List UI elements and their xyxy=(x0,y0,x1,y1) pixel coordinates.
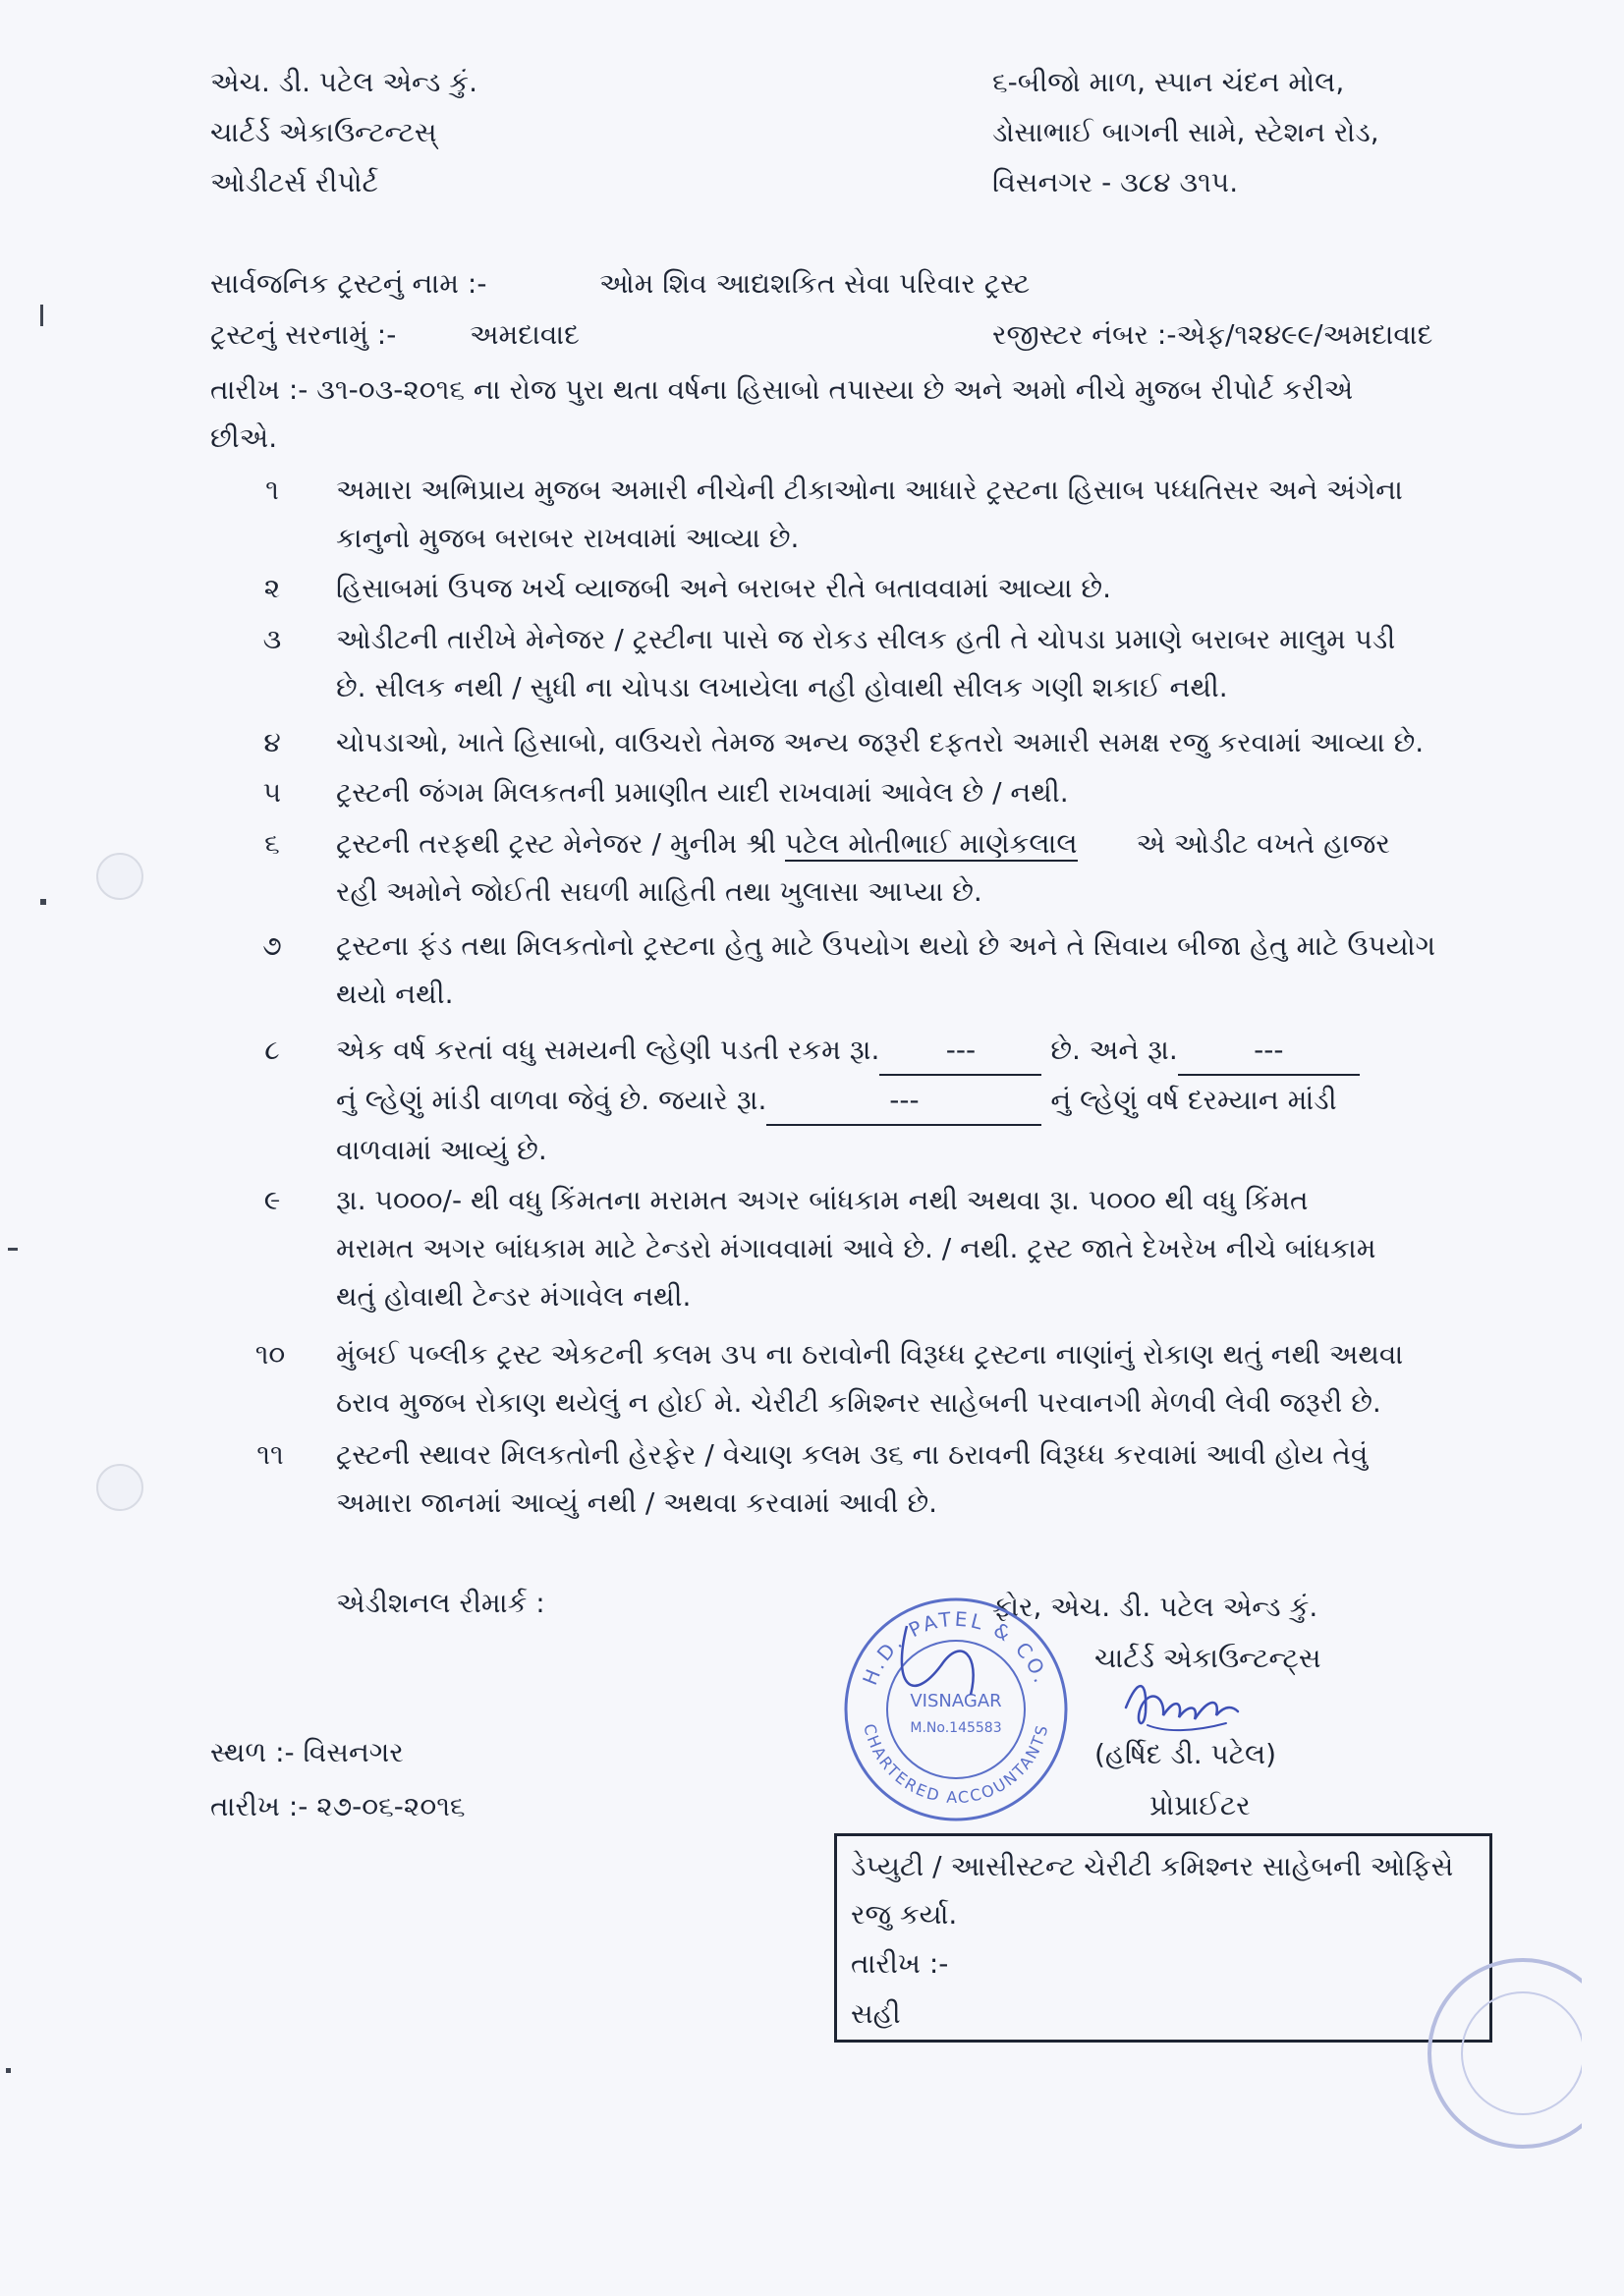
amount-blank: --- xyxy=(879,1026,1041,1076)
item-8-text-d: નું લ્હેણું વર્ષ દરમ્યાન માંડી xyxy=(1050,1084,1337,1116)
item-line: મુંબઈ પબ્લીક ટ્રસ્ટ એકટની કલમ ૩૫ ના ઠરાવોની વિરૂધ્ધ ટ્રસ્ટના નાણાંનું રોકાણ થતું નથી અથવા xyxy=(336,1338,1404,1371)
office-box-line-1: ડેપ્યુટી / આસીસ્ટન્ટ ચેરીટી કમિશ્નર સાહેબની ઓફિસે xyxy=(851,1850,1454,1882)
firm-name: એચ. ડી. પટેલ એન્ડ કું. xyxy=(210,66,477,98)
item-line: કાનુનો મુજબ બરાબર રાખવામાં આવ્યા છે. xyxy=(336,522,800,554)
firm-address-line-1: ૬-બીજો માળ, સ્પાન ચંદન મોલ, xyxy=(992,66,1345,98)
firm-address-line-2: ડોસાભાઈ બાગની સામે, સ્ટેશન રોડ, xyxy=(992,116,1379,148)
item-1-text xyxy=(336,466,1403,562)
signature-name: (હર્ષિદ ડી. પટેલ) xyxy=(1094,1738,1277,1770)
stamp-city: VISNAGAR xyxy=(910,1691,1002,1711)
item-line xyxy=(336,819,1390,868)
punch-hole-bottom xyxy=(96,1464,143,1511)
intro-paragraph xyxy=(210,365,1353,462)
item-line: થતું હોવાથી ટેન્ડર મંગાવેલ નથી. xyxy=(336,1280,692,1313)
item-number: ૯ xyxy=(263,1184,281,1216)
item-number: ૮ xyxy=(264,1034,280,1066)
item-line: ઓડીટની તારીખે મેનેજર / ટ્રસ્ટીના પાસે જ રોકડ સીલક હતી તે ચોપડા પ્રમાણે બરાબર માલુમ પડી xyxy=(336,623,1396,655)
office-box-line-4: સહી xyxy=(851,1997,901,2030)
item-line: વાળવામાં આવ્યું છે. xyxy=(336,1134,547,1166)
item-number: ૬ xyxy=(264,827,280,860)
firm-address-line-3: વિસનગર - ૩૮૪ ૩૧૫. xyxy=(992,166,1239,198)
item-2-text xyxy=(336,564,1111,612)
item-4-text xyxy=(336,718,1424,766)
item-number: ૫ xyxy=(262,776,282,809)
edge-mark xyxy=(8,1248,18,1251)
item-line xyxy=(336,1076,1360,1126)
stamp-top-text: H.D. PATEL & CO. xyxy=(858,1606,1054,1689)
item-number: ૩ xyxy=(262,623,282,655)
item-number: ૧૧ xyxy=(256,1438,284,1471)
item-line: અમારા જાનમાં આવ્યું નથી / અથવા કરવામાં આવી છે. xyxy=(336,1486,937,1519)
amount-blank: --- xyxy=(1178,1026,1360,1076)
item-number: ૨ xyxy=(263,572,281,604)
item-line: રૂા. ૫૦૦૦/- થી વધુ કિંમતના મરામત અગર બાંધકામ નથી અથવા રૂા. ૫૦૦૦ થી વધુ કિંમત xyxy=(336,1184,1309,1216)
item-11-text xyxy=(336,1430,1368,1527)
item-8-text-b: છે. અને રૂા. xyxy=(1050,1034,1178,1066)
edge-mark xyxy=(40,899,46,905)
item-number: ૭ xyxy=(262,929,282,962)
item-8-text-a: એક વર્ષ કરતાં વધુ સમયની લ્હેણી પડતી રકમ રૂા. xyxy=(336,1034,880,1066)
register-number: રજીસ્ટર નંબર :-એફ/૧૨૪૯૯/અમદાવાદ xyxy=(992,318,1433,351)
firm-designation: ચાર્ટર્ડ એકાઉન્ટન્ટસ્ xyxy=(210,116,437,148)
office-box-line-3: તારીખ :- xyxy=(851,1947,949,1980)
item-line xyxy=(336,1026,1360,1076)
handwritten-signature xyxy=(1118,1668,1246,1747)
trust-name-value: ઓમ શિવ આદ્યશકિત સેવા પરિવાર ટ્રસ્ટ xyxy=(599,267,1031,300)
item-line: ટ્રસ્ટની જંગમ મિલકતની પ્રમાણીત યાદી રાખવામાં આવેલ છે / નથી. xyxy=(336,776,1069,809)
item-10-text xyxy=(336,1330,1403,1427)
item-number: ૪ xyxy=(263,726,281,758)
item-6-prefix: ટ્રસ્ટની તરફથી ટ્રસ્ટ મેનેજર / મુનીમ શ્રી xyxy=(336,827,785,860)
svg-text:H.D. PATEL & CO. xyxy=(858,1607,1054,1689)
punch-hole-top xyxy=(96,853,143,900)
place-label: સ્થળ :- વિસનગર xyxy=(210,1736,404,1768)
item-line: ટ્રસ્ટના ફંડ તથા મિલકતોનો ટ્રસ્ટના હેતુ માટે ઉપયોગ થયો છે અને તે સિવાય બીજા હેતુ માટે ઉપયોગ xyxy=(336,929,1436,962)
edge-mark xyxy=(40,305,43,326)
additional-remark-label: એડીશનલ રીમાર્ક : xyxy=(336,1587,545,1619)
office-submission-box xyxy=(834,1833,1492,2043)
item-6-text xyxy=(336,819,1390,916)
trust-address-value: અમદાવાદ xyxy=(470,318,580,351)
item-line: રહી અમોને જોઈતી સઘળી માહિતી તથા ખુલાસા આપ્યા છે. xyxy=(336,875,982,908)
item-line: મરામત અગર બાંધકામ માટે ટેન્ડરો મંગાવવામાં આવે છે. / નથી. ટ્રસ્ટ જાતે દેખરેખ નીચે બાંધકામ xyxy=(336,1232,1376,1264)
item-3-text xyxy=(336,615,1395,711)
item-8-text xyxy=(336,1026,1360,1174)
signature-title: પ્રોપ્રાઈટર xyxy=(1149,1789,1251,1821)
item-5-text xyxy=(336,768,1069,816)
item-line: ટ્રસ્ટની સ્થાવર મિલકતોની હેરફેર / વેચાણ કલમ ૩૬ ના ઠરાવની વિરૂધ્ધ કરવામાં આવી હોય તેવું xyxy=(336,1438,1369,1471)
item-line: અમારા અભિપ્રાય મુજબ અમારી નીચેની ટીકાઓના આધારે ટ્રસ્ટના હિસાબ પધ્ધતિસર અને અંગેના xyxy=(336,474,1403,506)
item-line: થયો નથી. xyxy=(336,978,454,1010)
firm-stamp xyxy=(833,1587,1079,1832)
item-line: ઠરાવ મુજબ રોકાણ થયેલું ન હોઈ મે. ચેરીટી કમિશ્નર સાહેબની પરવાનગી મેળવી લેવી જરૂરી છે. xyxy=(336,1386,1381,1419)
amount-blank: --- xyxy=(766,1076,1041,1126)
manager-name: પટેલ મોતીભાઈ માણેકલાલ xyxy=(784,827,1078,860)
intro-line: છીએ. xyxy=(210,421,278,454)
item-line: હિસાબમાં ઉપજ ખર્ચ વ્યાજબી અને બરાબર રીતે બતાવવામાં આવ્યા છે. xyxy=(336,572,1111,604)
item-8-text-c: નું લ્હેણું માંડી વાળવા જેવું છે. જયારે રૂા. xyxy=(336,1084,767,1116)
date-label: તારીખ :- ૨૭-૦૬-૨૦૧૬ xyxy=(210,1790,466,1822)
office-box-line-2: રજુ કર્યા. xyxy=(851,1898,958,1931)
item-number: ૧ xyxy=(265,474,279,506)
signature-designation: ચાર્ટર્ડ એકાઉન્ટન્ટ્સ xyxy=(1094,1642,1321,1674)
item-number: ૧૦ xyxy=(254,1338,286,1371)
intro-line: તારીખ :- ૩૧-૦૩-૨૦૧૬ ના રોજ પુરા થતા વર્ષના હિસાબો તપાસ્યા છે અને અમો નીચે મુજબ રીપોર્ટ કરીએ xyxy=(210,373,1354,406)
item-6-suffix: એ ઓડીટ વખતે હાજર xyxy=(1136,827,1390,860)
stamp-reg-number: M.No.145583 xyxy=(910,1720,1002,1736)
signature-firm-line: ફોર, એચ. ડી. પટેલ એન્ડ કું. xyxy=(992,1591,1318,1623)
faint-office-seal xyxy=(1415,1950,1582,2156)
trust-name-label: સાર્વજનિક ટ્રસ્ટનું નામ :- xyxy=(210,267,487,300)
item-line: છે. સીલક નથી / સુધી ના ચોપડા લખાયેલા નહી હોવાથી સીલક ગણી શકાઈ નથી. xyxy=(336,671,1228,703)
item-9-text xyxy=(336,1176,1375,1320)
item-7-text xyxy=(336,922,1435,1018)
item-line: ચોપડાઓ, ખાતે હિસાબો, વાઉચરો તેમજ અન્ય જરૂરી દફતરો અમારી સમક્ષ રજુ કરવામાં આવ્યા છે. xyxy=(336,726,1425,758)
trust-address-label: ટ્રસ્ટનું સરનામું :- xyxy=(210,318,397,351)
report-title: ઓડીટર્સ રીપોર્ટ xyxy=(210,166,378,198)
edge-mark xyxy=(6,2068,11,2073)
stamp-bottom-text: CHARTERED ACCOUNTANTS xyxy=(860,1721,1052,1808)
